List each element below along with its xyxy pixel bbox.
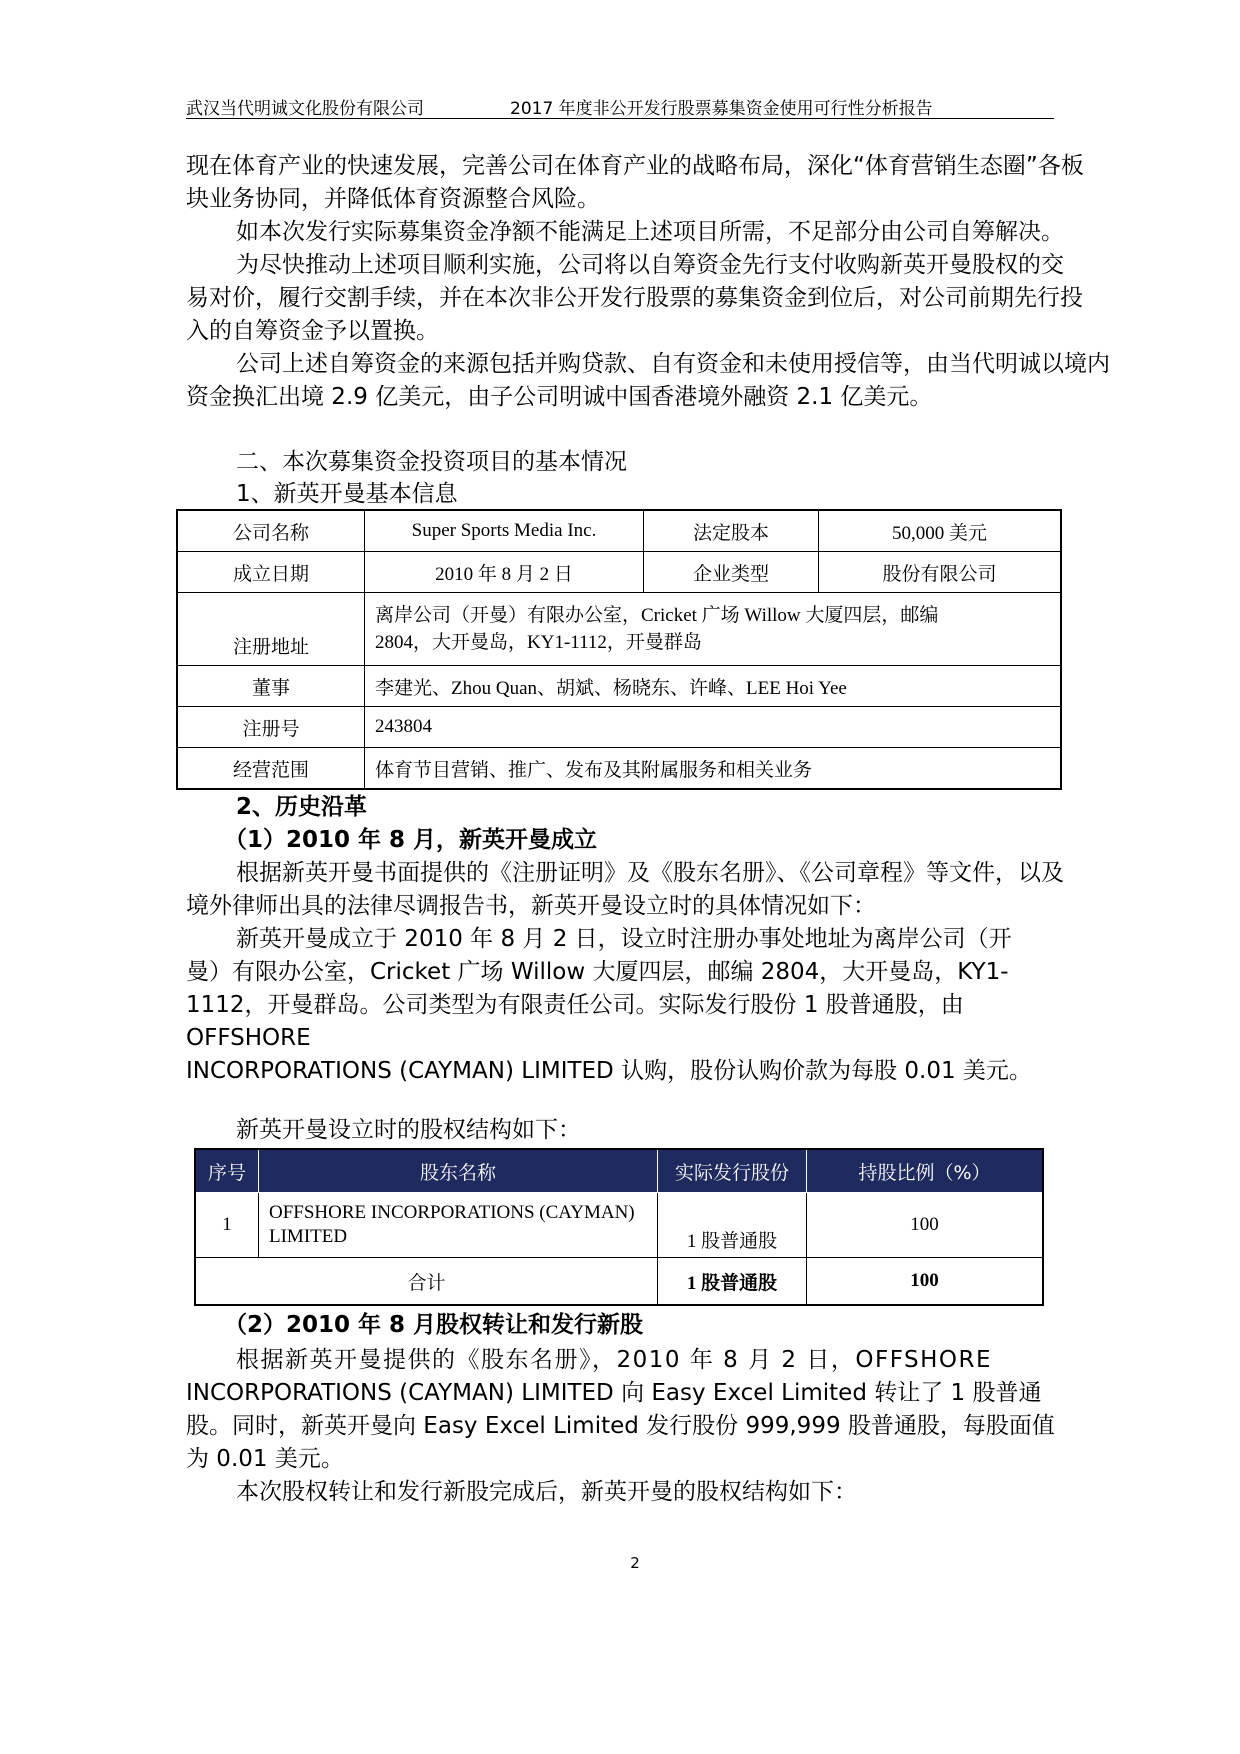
equity-structure-table	[194, 1148, 1044, 1306]
table-cell-label: 企业类型	[644, 552, 819, 593]
paragraph: 新英开曼设立时的股权结构如下：	[236, 1117, 581, 1143]
table-cell-label: 法定股本	[644, 510, 819, 552]
table-cell: 100	[807, 1258, 1044, 1306]
table-cell-value: 体育节目营销、推广、发布及其附属服务和相关业务	[365, 748, 1062, 790]
table-header-cell: 实际发行股份	[658, 1149, 807, 1193]
table-cell-value: 50,000 美元	[819, 510, 1062, 552]
table-total-row	[195, 1258, 1043, 1306]
document-body	[186, 150, 1110, 1509]
table-cell-value: 李建光、Zhou Quan、胡斌、杨晓东、许峰、LEE Hoi Yee	[365, 666, 1062, 707]
company-info-table	[176, 509, 1062, 790]
paragraph: 公司上述自筹资金的来源包括并购贷款、自有资金和未使用授信等，由当代明诚以境内资金换汇出境 2.9 亿美元，由子公司明诚中国香港境外融资 2.1 亿美元。	[186, 351, 1110, 410]
paragraph: 本次股权转让和发行新股完成后，新英开曼的股权结构如下：	[236, 1479, 857, 1505]
table-cell-value: Super Sports Media Inc.	[365, 510, 644, 552]
shareholder-name-line: LIMITED	[269, 1226, 348, 1247]
table-header-row	[195, 1149, 1043, 1193]
table-cell-label: 注册地址	[177, 593, 365, 666]
table-row	[177, 552, 1061, 593]
paragraph: 为 0.01 美元。	[186, 1446, 344, 1472]
table-row	[177, 748, 1061, 790]
header-report-title: 2017 年度非公开发行股票募集资金使用可行性分析报告	[510, 99, 933, 119]
table-cell: 1 股普通股	[658, 1193, 807, 1258]
subsection-heading: 2、历史沿革	[236, 794, 368, 820]
table-row	[195, 1193, 1043, 1258]
page-number: 2	[630, 1554, 640, 1572]
subsection-heading: （1）2010 年 8 月，新英开曼成立	[224, 827, 598, 853]
table-header-cell: 序号	[195, 1149, 259, 1193]
table-cell-label: 公司名称	[177, 510, 365, 552]
table-row	[177, 510, 1061, 552]
table-cell-label: 经营范围	[177, 748, 365, 790]
table-cell-value: 股份有限公司	[819, 552, 1062, 593]
paragraph: 根据新英开曼提供的《股东名册》，2010 年 8 月 2 日，OFFSHORE	[236, 1347, 993, 1373]
table-header-cell: 持股比例（%）	[807, 1149, 1044, 1193]
table-header-cell: 股东名称	[259, 1149, 658, 1193]
paragraph: 现在体育产业的快速发展，完善公司在体育产业的战略布局，深化“体育营销生态圈”各板块业务协同，并降低体育资源整合风险。	[186, 153, 1084, 212]
subsection-heading: 1、新英开曼基本信息	[236, 481, 458, 507]
paragraph: INCORPORATIONS (CAYMAN) LIMITED 认购，股份认购价款为每股 0.01 美元。	[186, 1058, 1032, 1084]
page-header	[186, 94, 1054, 119]
section-heading: 二、本次募集资金投资项目的基本情况	[236, 449, 627, 475]
table-cell-label: 成立日期	[177, 552, 365, 593]
table-cell: 100	[807, 1193, 1044, 1258]
shareholder-name-line: OFFSHORE INCORPORATIONS (CAYMAN)	[269, 1202, 635, 1223]
subsection-heading: （2）2010 年 8 月股权转让和发行新股	[224, 1312, 644, 1338]
table-row	[177, 707, 1061, 748]
table-row	[177, 666, 1061, 707]
table-cell-label: 董事	[177, 666, 365, 707]
table-cell: 1 股普通股	[658, 1258, 807, 1306]
paragraph: 如本次发行实际募集资金净额不能满足上述项目所需，不足部分由公司自筹解决。	[236, 219, 1064, 245]
paragraph: 为尽快推动上述项目顺利实施，公司将以自筹资金先行支付收购新英开曼股权的交易对价，履行交割手续，并在本次非公开发行股票的募集资金到位后，对公司前期先行投入的自筹资金予以置换。	[186, 252, 1083, 344]
paragraph: 根据新英开曼书面提供的《注册证明》及《股东名册》、《公司章程》等文件，以及境外律师出具的法律尽调报告书，新英开曼设立时的具体情况如下：	[186, 860, 1064, 919]
paragraph: 曼）有限办公室，Cricket 广场 Willow 大厦四层，邮编 2804，大开曼岛，KY1-	[186, 959, 1009, 985]
paragraph: INCORPORATIONS (CAYMAN) LIMITED 向 Easy Excel Limited 转让了 1 股普通	[186, 1380, 1042, 1406]
table-cell: 合计	[195, 1258, 658, 1306]
header-company: 武汉当代明诚文化股份有限公司	[186, 99, 424, 119]
table-cell-label: 注册号	[177, 707, 365, 748]
paragraph: 新英开曼成立于 2010 年 8 月 2 日，设立时注册办事处地址为离岸公司（开	[236, 926, 1012, 952]
table-cell: 1	[195, 1193, 259, 1258]
table-row	[177, 593, 1061, 666]
table-cell-value: 2010 年 8 月 2 日	[365, 552, 644, 593]
table-cell	[259, 1193, 658, 1258]
address-line: 2804，大开曼岛，KY1-1112，开曼群岛	[375, 632, 702, 653]
paragraph: 1112，开曼群岛。公司类型为有限责任公司。实际发行股份 1 股普通股，由	[186, 992, 964, 1018]
paragraph: 股。同时，新英开曼向 Easy Excel Limited 发行股份 999,999 股普通股，每股面值	[186, 1413, 1055, 1439]
table-cell-value	[365, 593, 1062, 666]
paragraph: OFFSHORE	[186, 1025, 311, 1051]
address-line: 离岸公司（开曼）有限办公室，Cricket 广场 Willow 大厦四层，邮编	[375, 605, 939, 626]
table-cell-value: 243804	[365, 707, 1062, 748]
